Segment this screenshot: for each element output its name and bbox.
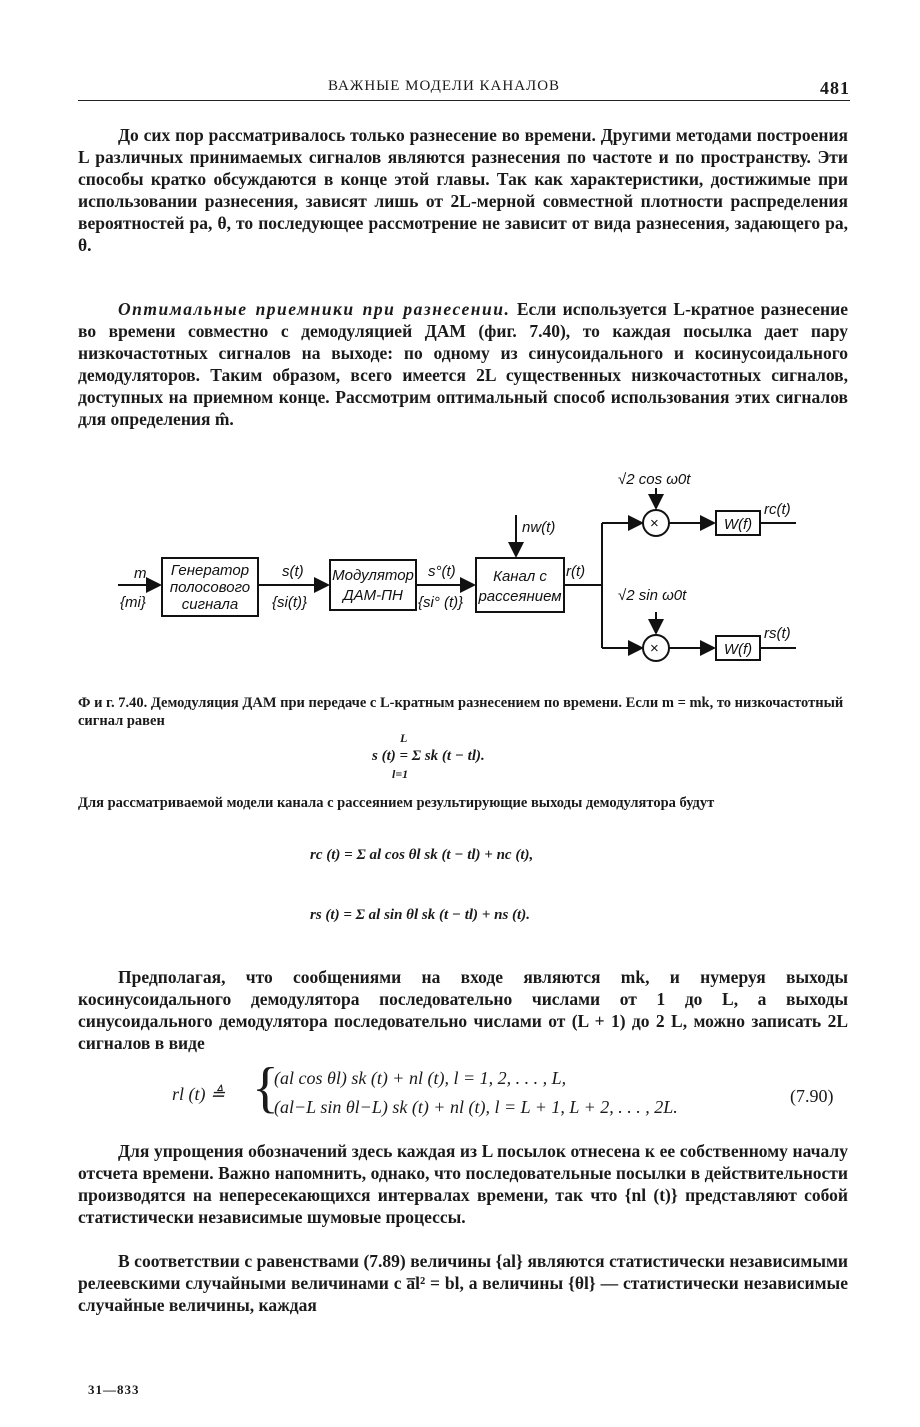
- label-s0i-t: {si° (t)}: [418, 594, 464, 611]
- label-m: m: [134, 565, 147, 582]
- label-rc-t: rc(t): [764, 501, 791, 518]
- block2-line2: ДАМ-ПН: [343, 587, 403, 604]
- equation-790-brace: {: [252, 1057, 279, 1119]
- equation-790-number: (7.90): [790, 1086, 834, 1106]
- caption-lead: Ф и г. 7.40.: [78, 695, 148, 711]
- filter-cos: W(f): [723, 516, 753, 533]
- paragraph-heading: Оптимальные приемники при разнесении.: [118, 299, 511, 319]
- block1-line1: Генератор: [170, 562, 250, 579]
- header-rule: [78, 100, 850, 101]
- paragraph-3: Предполагая, что сообщениями на входе являются mk, и нумеруя выходы косинусоидального демодулятора последовательно числами от 1 до L, а выходы синусоидального демодулятора последовательно числами от (L + 1) до 2 L, можно записать 2L сигналов в виде: [78, 967, 848, 1053]
- label-noise: nw(t): [522, 519, 556, 536]
- printer-signature: 31—833: [88, 1382, 140, 1397]
- multiplier-cos: ×: [650, 515, 659, 532]
- caption-eq-3: rs (t) = Σ al sin θl sk (t − tl) + ns (t).: [310, 907, 530, 923]
- label-si-t: {si(t)}: [272, 594, 308, 611]
- paragraph-1: До сих пор рассматривалось только разнесение во времени. Другими методами построения L различных принимаемых сигналов являются разнесения по частоте и по пространству. Эти способы кратко обсуждаются в конце этой главы. Так как характеристики, достижимые при использовании разнесения, зависят лишь от 2L-мерной совместной плотности распределения вероятностей pa, θ, то последующее рассмотрение не зависит от вида разнесения, задающего pa, θ.: [78, 125, 848, 255]
- page-number: 481: [820, 78, 850, 98]
- block3-line2: рассеянием: [478, 588, 562, 605]
- block2-line1: Модулятор: [332, 567, 414, 584]
- block1-line2: полосового: [169, 579, 251, 596]
- caption-eq-1: s (t) = Σ sk (t − tl).: [372, 748, 485, 764]
- figure-caption: [78, 694, 848, 730]
- caption-eq-2: rc (t) = Σ al cos θl sk (t − tl) + nc (t),: [310, 847, 534, 863]
- label-r-t: r(t): [566, 563, 586, 580]
- eq1-upper-limit: L: [400, 731, 408, 745]
- label-sin-ref: √2 sin ω0t: [618, 587, 687, 604]
- block3-line1: Канал с: [493, 568, 547, 585]
- block-diagram: [0, 460, 920, 680]
- paragraph-2: [78, 298, 848, 430]
- label-mi: {mi}: [120, 594, 146, 611]
- label-s0-t: s°(t): [428, 563, 456, 580]
- equation-790-line-1: (al cos θl) sk (t) + nl (t), l = 1, 2, . . . , L,: [274, 1068, 567, 1088]
- equation-790-lhs: rl (t) ≜: [172, 1084, 226, 1104]
- header-title: ВАЖНЫЕ МОДЕЛИ КАНАЛОВ: [328, 78, 561, 94]
- paragraph-2-body: Если используется L-кратное разнесение во времени совместно с демодуляцией ДАМ (фиг. 7.40), то каждая посылка дает пару низкочастотных сигналов на выходе: по одному из синусоидального и косинусоидального демодуляторов. Таким образом, всего имеется 2L существенных низкочастотных сигналов, доступных на приемном конце. Рассмотрим оптимальный способ использования этих сигналов для определения m̂.: [78, 299, 848, 429]
- equation-790-line-2: (al−L sin θl−L) sk (t) + nl (t), l = L + 1, L + 2, . . . , 2L.: [274, 1097, 678, 1117]
- block1-line3: сигнала: [181, 596, 239, 613]
- label-cos-ref: √2 cos ω0t: [618, 471, 691, 488]
- paragraph-4: Для упрощения обозначений здесь каждая из L посылок отнесена к ее собственному началу отсчета времени. Важно напомнить, однако, что последовательные посылки в действительности производятся на непересекающихся интервалах времени, так что {nl (t)} представляют собой статистически независимые шумовые процессы.: [78, 1141, 848, 1227]
- label-s-t: s(t): [282, 563, 304, 580]
- multiplier-sin: ×: [650, 640, 659, 657]
- caption-paragraph-2: Для рассматриваемой модели канала с рассеянием результирующие выходы демодулятора будут: [78, 795, 715, 811]
- caption-text-1: Демодуляция ДАМ при передаче с L-кратным разнесением по времени. Если m = mk, то низкочастотный сигнал равен: [78, 695, 844, 729]
- label-rs-t: rs(t): [764, 625, 791, 642]
- paragraph-5: В соответствии с равенствами (7.89) величины {al} являются статистически независимыми релеевскими случайными величинами с a̅l² = bl, а величины {θl} — статистически независимые случайные величины, каждая: [78, 1251, 848, 1315]
- filter-sin: W(f): [723, 641, 753, 658]
- eq1-lower-limit: l=1: [392, 767, 409, 781]
